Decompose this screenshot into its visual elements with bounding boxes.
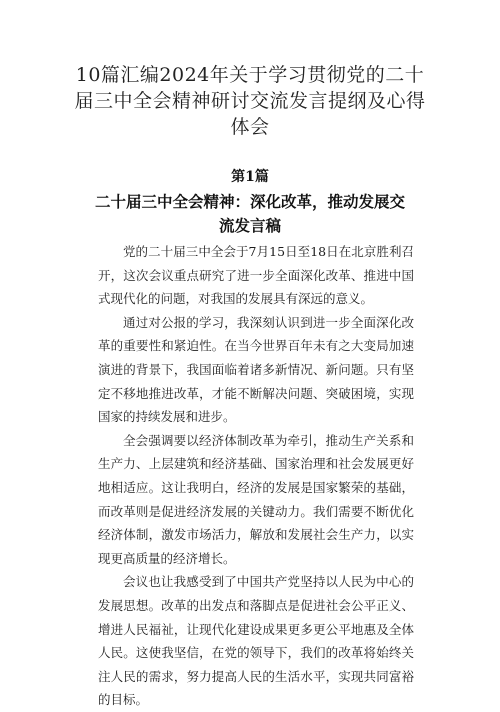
section-number: 第1篇 <box>231 169 269 185</box>
document-title: 10篇汇编2024年关于学习贯彻党的二十届三中全会精神研讨交流发言提纲及心得体会 <box>74 64 426 138</box>
paragraph-3: 全会强调要以经济体制改革为牵引，推动生产关系和生产力、上层建筑和经济基础、国家治理和社会发展更好地相适应。这让我明白，经济的发展是国家繁荣的基础，而改革则是促进经济发展的关键动力。我们需要不断优化经济体制，激发市场活力，解放和发展社会生产力，以实现更高质量的经济增长。 <box>98 432 414 566</box>
document-body <box>98 240 414 712</box>
paragraph-2: 通过对公报的学习，我深刻认识到进一步全面深化改革的重要性和紧迫性。在当今世界百年未有之大变局加速演进的背景下，我国面临着诸多新情况、新问题。只有坚定不移地推进改革，才能不断解决问题、突破困境，实现国家的持续发展和进步。 <box>98 314 414 425</box>
section-title: 二十届三中全会精神：深化改革，推动发展交流发言稿 <box>94 193 405 235</box>
paragraph-1: 党的二十届三中全会于7月15日至18日在北京胜利召开，这次会议重点研究了进一步全面深化改革、推进中国式现代化的问题，对我国的发展具有深远的意义。 <box>98 244 414 307</box>
paragraph-4: 会议也让我感受到了中国共产党坚持以人民为中心的发展思想。改革的出发点和落脚点是促进社会公平正义、增进人民福祉，让现代化建设成果更多更公平地惠及全体人民。这使我坚信，在党的领导下，我们的改革将始终关注人民的需求，努力提高人民的生活水平，实现共同富裕的目标。 <box>98 574 414 708</box>
